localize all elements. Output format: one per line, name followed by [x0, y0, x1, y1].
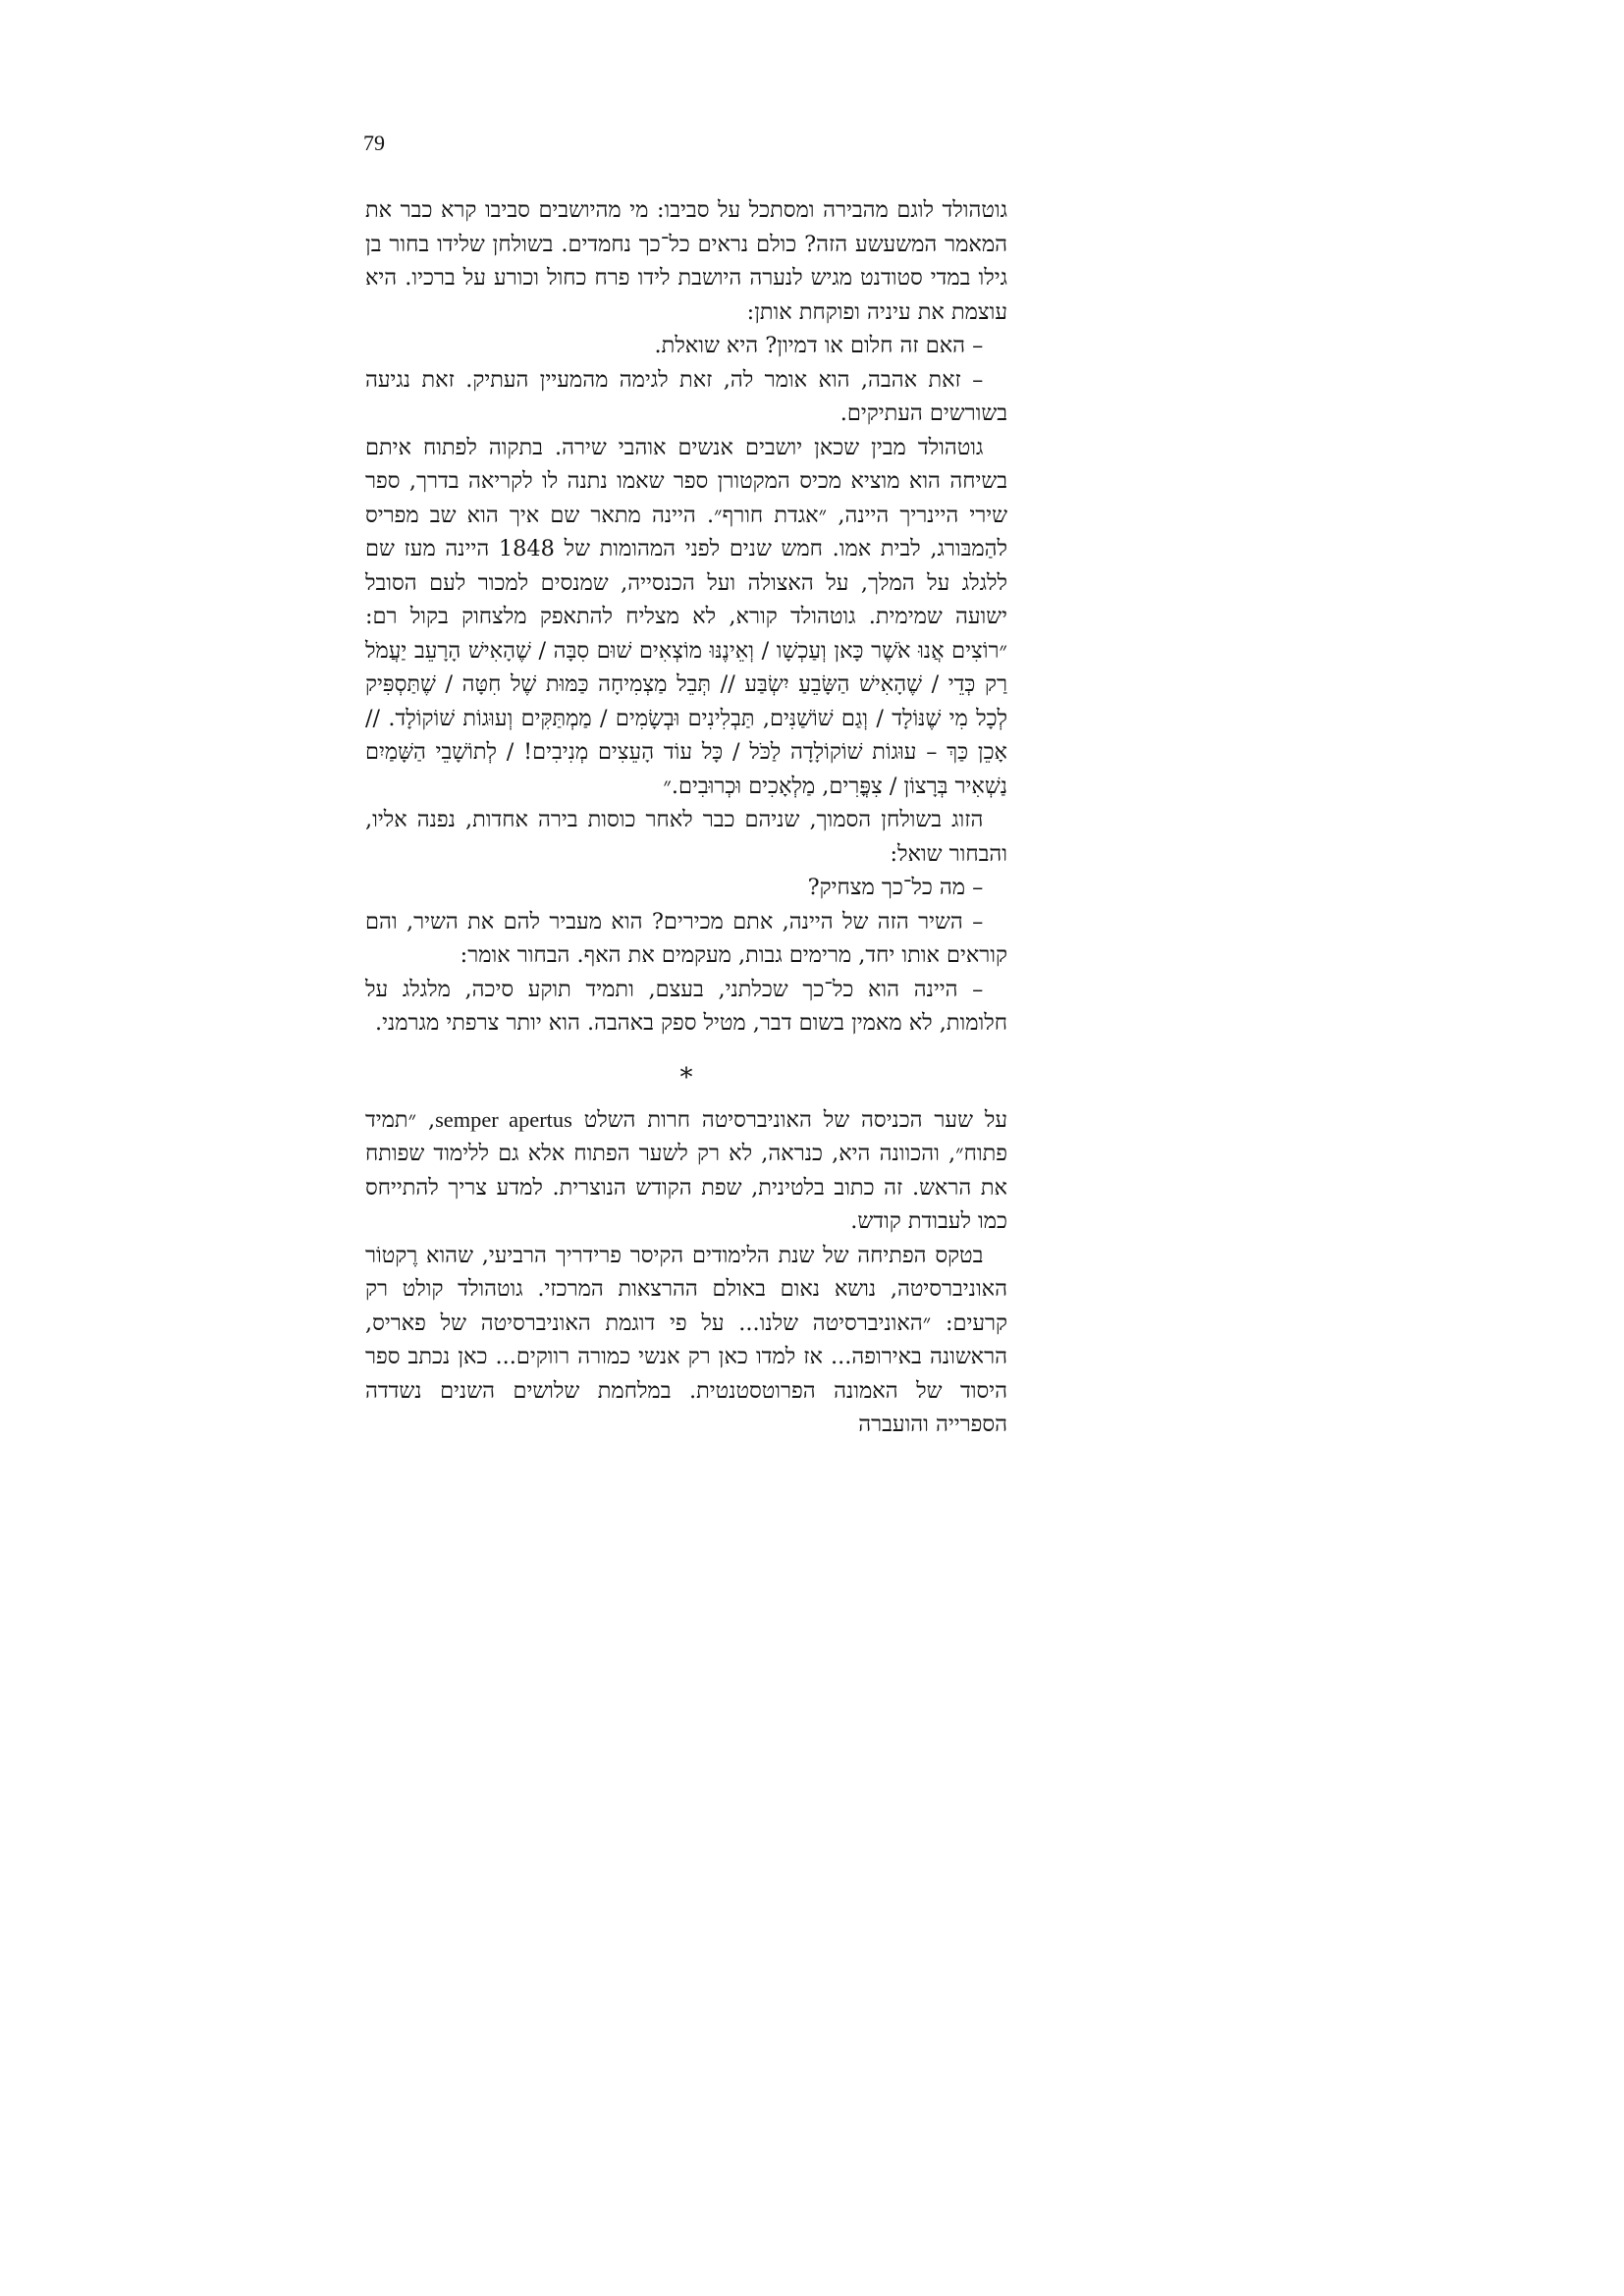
paragraph-text: על שער הכניסה של האוניברסיטה חרות השלט: [571, 1106, 1007, 1133]
page-number: 79: [363, 131, 385, 155]
dialogue-line: – מה כל־כך מצחיק?: [807, 875, 984, 900]
dialogue-line: – זאת אהבה, הוא אומר לה, זאת לגימה מהמעיין העתיק. זאת נגיעה בשורשים העתיקים.: [365, 366, 1007, 426]
heine-poem-quote: ״רוֹצִים אֲנוּ אֹשֶׁר כָּאן וְעַכְשָׁו / וְאֵינֶנּוּ מוֹצְאִים שׁוּם סִבָּה / שֶׁהָאִישׁ הָרָעֵב יַעֲמֹל רַק כְּדֵי / שֶׁהָאִישׁ הַשָּׂבֵעַ יִשְׂבַּע // תְּבֵל מַצְמִיחָה כַּמּוּת שֶׁל חִטָּה / שֶׁתַּסְפִּיק לְכָל מִי שֶׁנּוֹלָד / וְגַם שׁוֹשַׁנִּים, תַּבְלִינִים וּבְשָׂמִים / מַמְתַּקִּים וְעוּגוֹת שׁוֹקוֹלָד. // אָכֵן כַּךְ – עוּגוֹת שׁוֹקוֹלָדָה לַכֹּל / כָּל עוֹד הָעֵצִים מְנִיבִים! / לְתוֹשָׁבֵי הַשָּׁמַיִם נַשְׁאִיר בְּרָצוֹן / צִפֳּרִים, מַלְאָכִים וּכְרוּבִים.״: [365, 637, 1007, 799]
paragraph: [365, 1103, 1007, 1239]
paragraph: גוטהולד לוגם מהבירה ומסתכל על סביבו: מי מהיושבים סביבו קרא כבר את המאמר המשעשע הזה? כולם נראים כל־כך נחמדים. בשולחן שלידו בחור בן גילו במדי סטודנט מגיש לנערה היושבת לידו פרח כחול וכורע על ברכיו. היא עוצמת את עיניה ופוקחת אותן:: [365, 197, 1007, 325]
paragraph-text: , ״תמיד פתוח״, והכוונה היא, כנראה, לא רק לשער הפתוח אלא גם ללימוד שפותח את הראש. זה כתוב בלטינית, שפת הקודש הנוצרית. למדע צריך להתייחס כמו לעבודת קודש.: [365, 1106, 1007, 1234]
page-body: [365, 193, 1007, 1442]
section-separator-asterisk: *: [679, 1062, 693, 1093]
paragraph-text: גוטהולד מבין שכאן יושבים אנשים אוהבי שירה. בתקוה לפתוח איתם בשיחה הוא מוציא מכיס המקטורן ספר שאמו נתנה לו לקריאה בדרך, ספר שירי היינריך היינה, ״אגדת חורף״. היינה מתאר שם איך הוא שב מפריס להַמבּורג, לבית אמו. חמש שנים לפני המהומות של 1848 היינה מעז שם ללגלג על המלך, על האצולה ועל הכנסייה, שמנסים למכור לעם הסובל ישועה שמימית. גוטהולד קורא, לא מצליח להתאפק מלצחוק בקול רם:: [365, 434, 1007, 629]
dialogue-line: – היינה הוא כל־כך שכלתני, בעצם, ותמיד תוקע סיכה, מלגלג על חלומות, לא מאמין בשום דבר, מטיל ספק באהבה. הוא יותר צרפתי מגרמני.: [365, 976, 1007, 1036]
paragraph-with-poem: [365, 431, 1007, 804]
paragraph: בטקס הפתיחה של שנת הלימודים הקיסר פרידריך הרביעי, שהוא רֶקטוֹר האוניברסיטה, נושא נאום באולם ההרצאות המרכזי. גוטהולד קולט רק קרעים: ״האוניברסיטה שלנו... על פי דוגמת האוניברסיטה של פאריס, הראשונה באירופה... אז למדו כאן רק אנשי כמורה רווקים... כאן נכתב ספר היסוד של האמונה הפרוטסטנטית. במלחמת שלושים השנים נשדדה הספרייה והועברה: [365, 1242, 1007, 1437]
paragraph: הזוג בשולחן הסמוך, שניהם כבר לאחר כוסות בירה אחדות, נפנה אליו, והבחור שואל:: [365, 807, 1007, 867]
latin-phrase: semper apertus: [435, 1106, 572, 1132]
dialogue-line: – האם זה חלום או דמיון? היא שואלת.: [654, 333, 984, 358]
dialogue-line: – השיר הזה של היינה, אתם מכירים? הוא מעביר להם את השיר, והם קוראים אותו יחד, מרימים גבות, מעקמים את האף. הבחור אומר:: [365, 908, 1007, 968]
